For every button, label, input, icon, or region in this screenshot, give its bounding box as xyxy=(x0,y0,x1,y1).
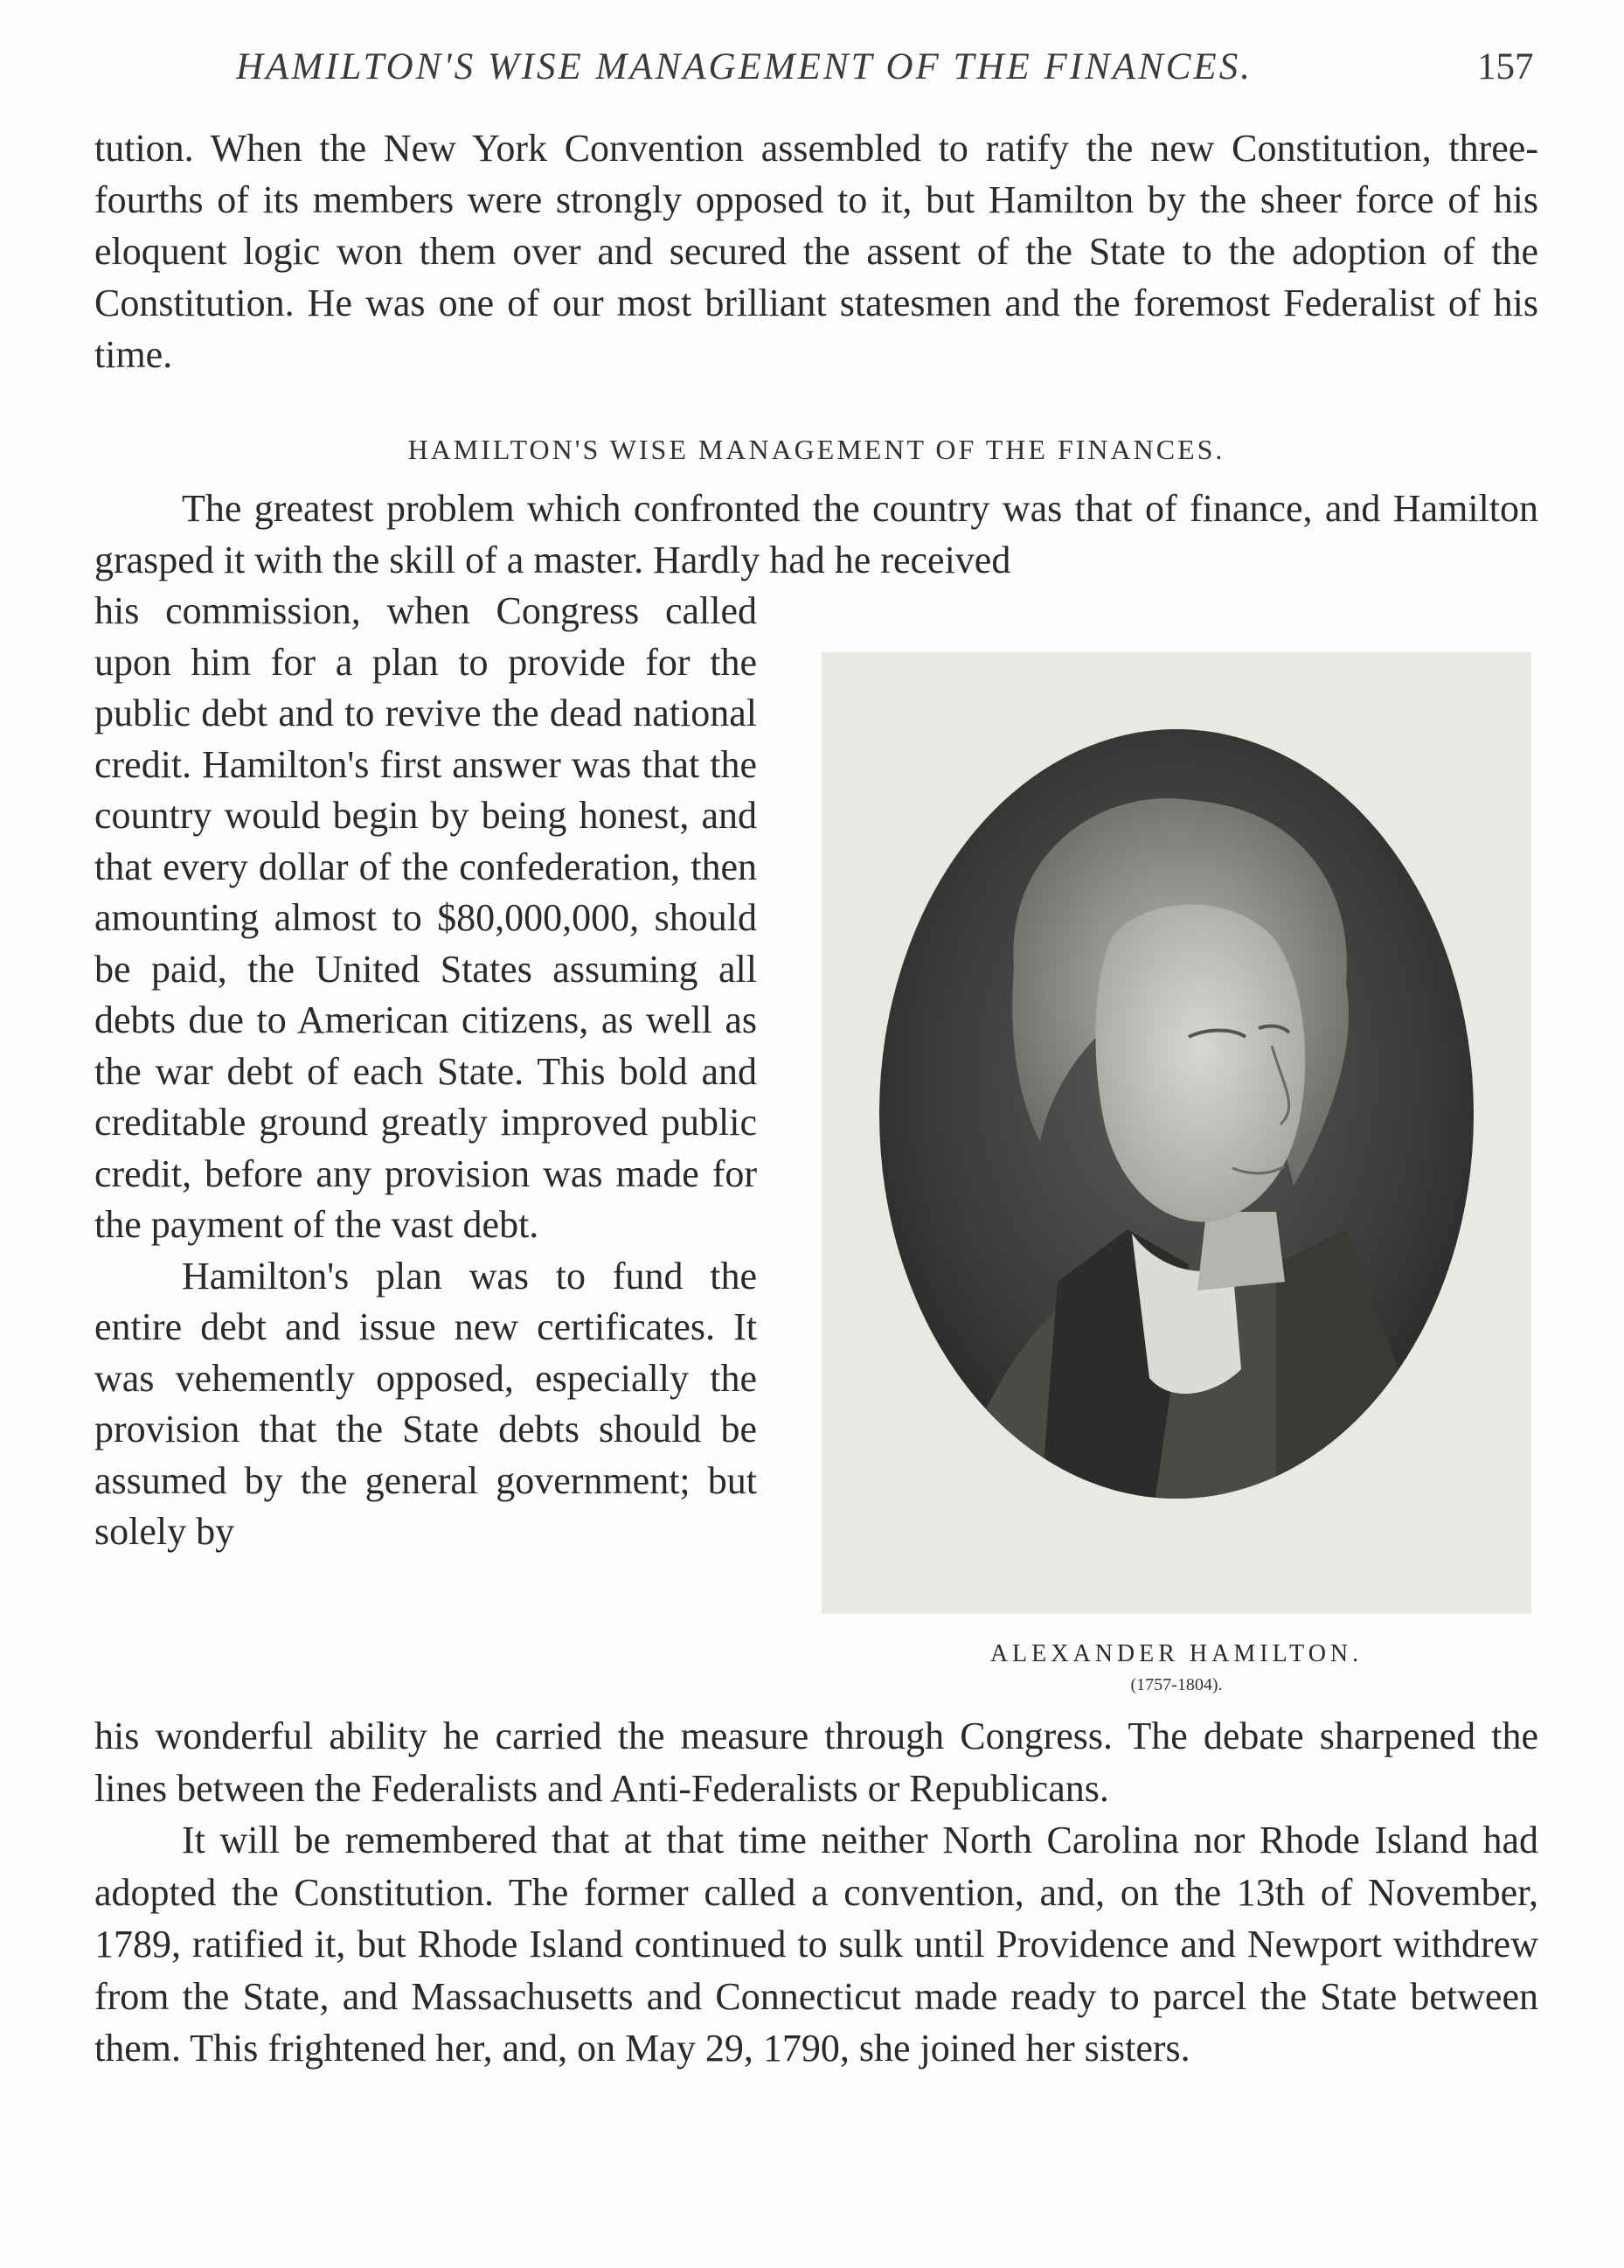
left-column-text xyxy=(94,586,757,1558)
figure-caption-title: ALEXANDER HAMILTON. xyxy=(989,1640,1364,1667)
paragraph-constitution-ratification: tution. When the New York Convention assembled to ratify the new Constitution, three-fourths of its members were strongly opposed to it, but Hamilton by the sheer force of his eloquent logic won them over and secured the assent of the State to the adoption of the Constitution. He was one of our most brilliant statesmen and the foremost Federalist of his time. xyxy=(94,127,1538,376)
paragraph-commission: his commission, when Congress called upon him for a plan to provide for the public debt and to revive the dead national credit. Hamilton's first answer was that the country would begin by being honest, and that every dollar of the confederation, then amounting almost to $80,000,000, should be paid, the United States assuming all debts due to American citizens, as well as the war debt of each State. This bold and creditable ground greatly improved public credit, before any provision was made for the payment of the vast debt. xyxy=(94,589,757,1246)
figure-caption-dates: (1757-1804). xyxy=(1130,1675,1223,1694)
finance-intro-block xyxy=(94,483,1538,586)
opening-paragraph-block xyxy=(94,122,1538,380)
paragraph-finance-intro: The greatest problem which confronted the country was that of finance, and Hamilton grasped it with the skill of a master. Hardly had he received xyxy=(94,487,1538,581)
portrait-engraving xyxy=(822,652,1531,1614)
page-number: 157 xyxy=(1477,46,1534,87)
closing-text-block xyxy=(94,1710,1538,2075)
paragraph-funding-plan: Hamilton's plan was to fund the entire debt and issue new certificates. It was vehemently opposed, especially the provision that the State debts should be assumed by the general government; but solely by xyxy=(94,1254,757,1553)
section-heading: HAMILTON'S WISE MANAGEMENT OF THE FINANCES. xyxy=(407,434,1225,465)
running-head: HAMILTON'S WISE MANAGEMENT OF THE FINANCES. xyxy=(236,46,1253,87)
hamilton-portrait xyxy=(822,652,1531,1614)
paragraph-rhode-island: It will be remembered that at that time neither North Carolina nor Rhode Island had adopted the Constitution. The former called a convention, and, on the 13th of November, 1789, ratified it, but Rhode Island continued to sulk until Providence and Newport withdrew from the State, and Massachusetts and Connecticut made ready to parcel the State between them. This frightened her, and, on May 29, 1790, she joined her sisters. xyxy=(94,1819,1538,2070)
paragraph-debate: his wonderful ability he carried the measure through Congress. The debate sharpened the lines between the Federalists and Anti-Federalists or Republicans. xyxy=(94,1715,1538,1810)
